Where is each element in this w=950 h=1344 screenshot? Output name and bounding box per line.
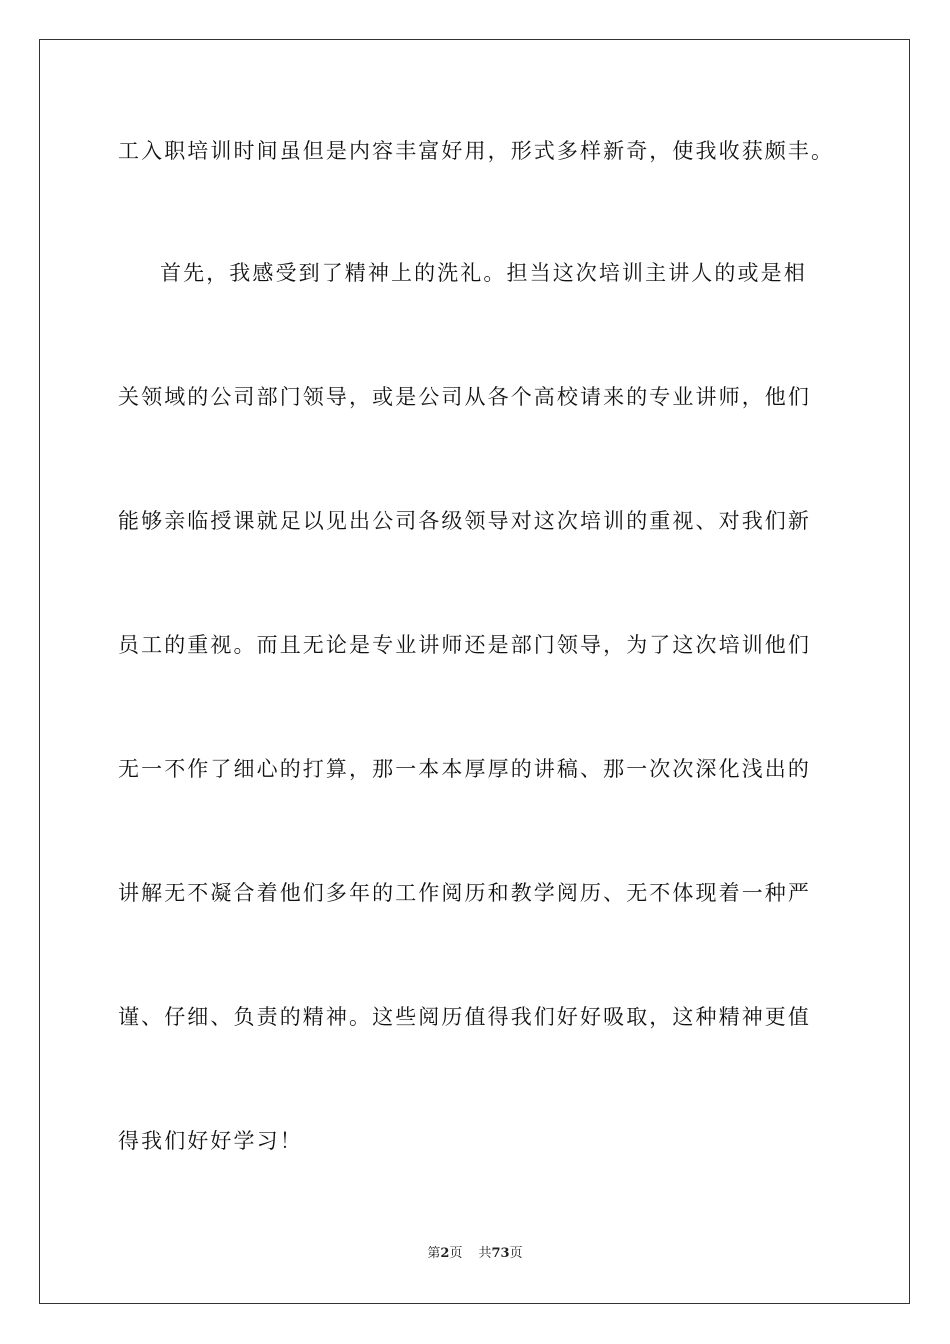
body-line-4: 能够亲临授课就足以见出公司各级领导对这次培训的重视、对我们新 xyxy=(118,509,811,533)
body-line-6: 无一不作了细心的打算，那一本本厚厚的讲稿、那一次次深化浅出的 xyxy=(118,757,811,781)
page-suffix: 页 xyxy=(449,1246,463,1261)
total-prefix: 共 xyxy=(478,1246,492,1261)
body-line-1: 工入职培训时间虽但是内容丰富好用，形式多样新奇，使我收获颇丰。 xyxy=(118,139,835,163)
page-number: 2 xyxy=(440,1246,450,1261)
page-prefix: 第 xyxy=(427,1246,441,1261)
body-line-3: 关领域的公司部门领导，或是公司从各个高校请来的专业讲师，他们 xyxy=(118,385,811,409)
page-border xyxy=(39,39,910,1304)
body-line-9: 得我们好好学习！ xyxy=(118,1129,303,1153)
page-footer xyxy=(0,1245,950,1263)
body-line-5: 员工的重视。而且无论是专业讲师还是部门领导，为了这次培训他们 xyxy=(118,633,811,657)
body-line-8: 谨、仔细、负责的精神。这些阅历值得我们好好吸取，这种精神更值 xyxy=(118,1005,811,1029)
total-suffix: 页 xyxy=(509,1246,523,1261)
total-pages: 73 xyxy=(491,1246,510,1261)
body-line-2-paragraph-start: 首先，我感受到了精神上的洗礼。担当这次培训主讲人的或是相 xyxy=(160,261,807,285)
body-line-7: 讲解无不凝合着他们多年的工作阅历和教学阅历、无不体现着一种严 xyxy=(118,881,811,905)
